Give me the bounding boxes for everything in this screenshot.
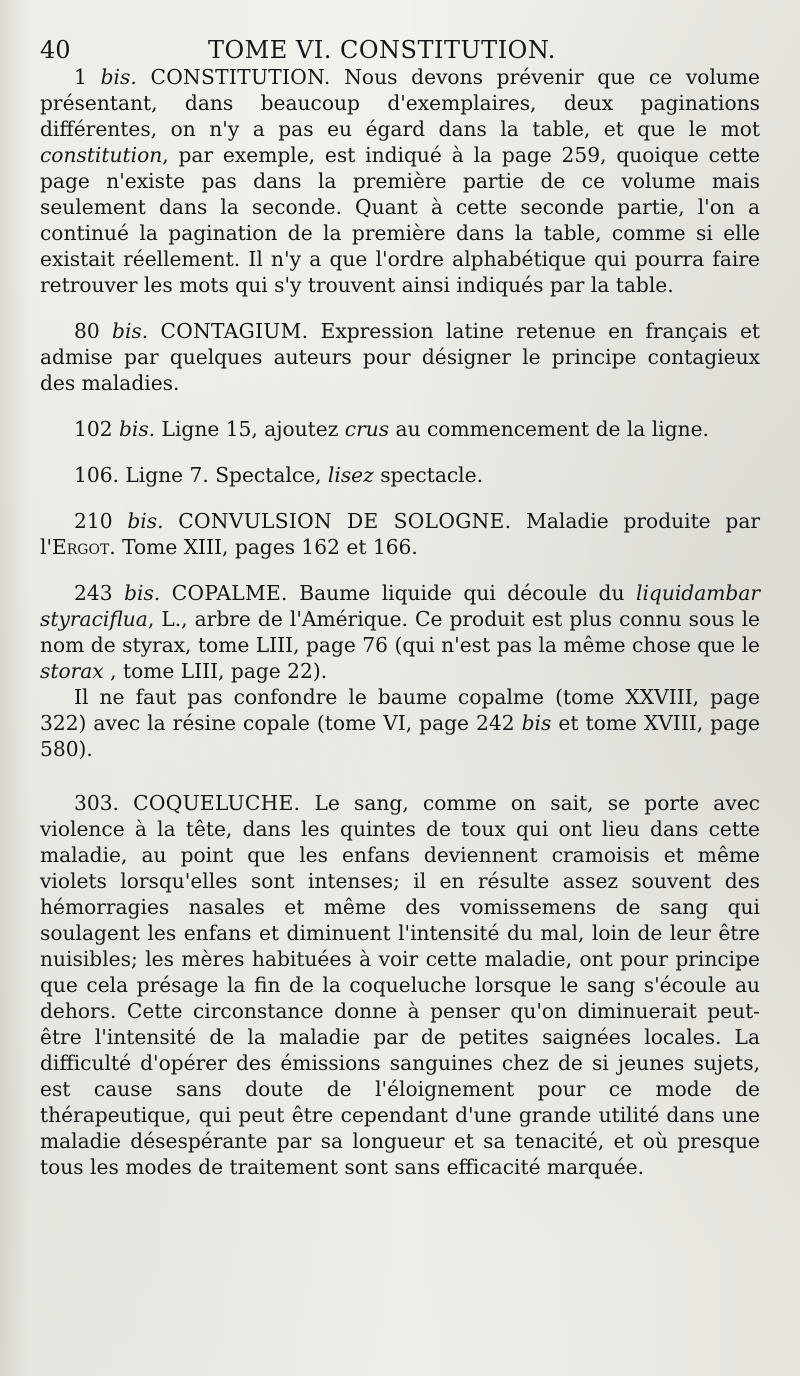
entry-text-before: Baume liquide qui découle du: [299, 581, 625, 605]
continuation-text-after: et tome XVIII, page 580).: [40, 711, 760, 761]
entry-text-after: , par exemple, est indiqué à la page 259, quoique cette page n'existe pas dans la première partie de ce volume mais seulement dans la seconde. Quant à cette seconde partie, l'on a continué la pagination de la première dans la table, comme si elle existait réellement. Il n'y a que l'ordre alphabétique qui pourra faire retrouver les mots qui s'y trouvent ainsi indiqués par la table.: [40, 143, 760, 297]
entry-ref-number: 80: [74, 319, 100, 343]
entry-ligne-15: [40, 416, 760, 442]
entry-text: Expression latine retenue en français et admise par quelques auteurs pour désigner le principe contagieux des maladies.: [40, 319, 761, 395]
entry-ref-suffix: bis.: [112, 319, 149, 343]
entry-heading: CONTAGIUM.: [160, 319, 309, 343]
entry-text: Le sang, comme on sait, se porte avec violence à la tête, dans les quintes de toux qui ont lieu dans cette maladie, au point que les enfans deviennent cramoisis et même violets lorsqu'elles sont intenses; il en résulte assez souvent des hémorragies nasales et même des vomissemens de sang qui soulagent les enfans et diminuent l'intensité du mal, loin de leur être nuisibles; les mères habituées à voir cette maladie, ont pour principe que cela présage la fin de la coqueluche lorsque le sang s'écoule au dehors. Cette circonstance donne à penser qu'on diminuerait peut-être l'intensité de la maladie par de petites saignées locales. La difficulté d'opérer des émissions sanguines chez de si jeunes sujets, est cause sans doute de l'éloignement pour ce mode de thérapeutique, qui peut être cependant d'une grande utilité dans une maladie désespérante par sa longueur et sa tenacité, et où presque tous les modes de traitement sont sans efficacité marquée.: [40, 791, 760, 1179]
entry-italic-word: lisez: [327, 463, 374, 487]
entry-ref-number: 1: [74, 65, 87, 89]
entry-text-after: , tome LIII, page 22).: [110, 659, 328, 683]
entry-copalme: [40, 580, 760, 684]
page-number: 40: [40, 36, 71, 64]
entry-ref-number: 106.: [74, 463, 119, 487]
entry-contagium: [40, 318, 760, 396]
entry-ligne-7: [40, 462, 760, 488]
entry-heading: COPALME.: [171, 581, 288, 605]
page-body: [40, 64, 760, 1200]
entry-italic-word: constitution: [40, 143, 163, 167]
entry-ref-number: 243: [74, 581, 113, 605]
entry-heading: COQUELUCHE.: [133, 791, 301, 815]
entry-text-after: spectacle.: [380, 463, 483, 487]
entry-ref-suffix: bis.: [127, 509, 164, 533]
entry-italic-latin: liquidambar styraciflua: [40, 581, 761, 631]
entry-ref-suffix: bis.: [100, 65, 137, 89]
entry-ref-suffix: bis.: [124, 581, 161, 605]
page-header: [40, 28, 760, 68]
entry-text-before: Ligne 7. Spectalce,: [125, 463, 322, 487]
entry-ref-number: 303.: [74, 791, 119, 815]
running-title: TOME VI. CONSTITUTION.: [208, 36, 556, 64]
continuation-italic: bis: [521, 711, 552, 735]
entry-coqueluche: [40, 790, 760, 1180]
entry-constitution: [40, 64, 760, 298]
entry-italic-word: crus: [344, 417, 390, 441]
entry-text-after: au commencement de la ligne.: [395, 417, 709, 441]
entry-text-before: Ligne 15, ajoutez: [161, 417, 339, 441]
entry-ref-suffix: bis.: [118, 417, 156, 441]
entry-smallcaps-word: Ergot: [52, 535, 110, 559]
entry-text-after: . Tome XIII, pages 162 et 166.: [109, 535, 418, 559]
entry-heading: CONSTITUTION.: [150, 65, 331, 89]
entry-text-mid: , L., arbre de l'Amérique. Ce produit est plus connu sous le nom de styrax, tome LIII, page 76 (qui n'est pas la même chose que le: [40, 607, 760, 657]
entry-heading: CONVULSION DE SOLOGNE.: [178, 509, 512, 533]
entry-italic-word: storax: [40, 659, 104, 683]
entry-ref-number: 102: [74, 417, 113, 441]
entry-text-before: Maladie produite par l': [40, 509, 761, 559]
entry-text: Nous devons prévenir que ce volume présentant, dans beaucoup d'exemplaires, deux paginations différentes, on n'y a pas eu égard dans la table, et que le mot: [40, 65, 761, 141]
continuation-text-before: Il ne faut pas confondre le baume copalme (tome XXVIII, page 322) avec la résine copale (tome VI, page 242: [40, 685, 760, 735]
entry-copalme-continuation: [40, 684, 760, 762]
entry-ref-number: 210: [74, 509, 113, 533]
entry-convulsion: [40, 508, 760, 560]
